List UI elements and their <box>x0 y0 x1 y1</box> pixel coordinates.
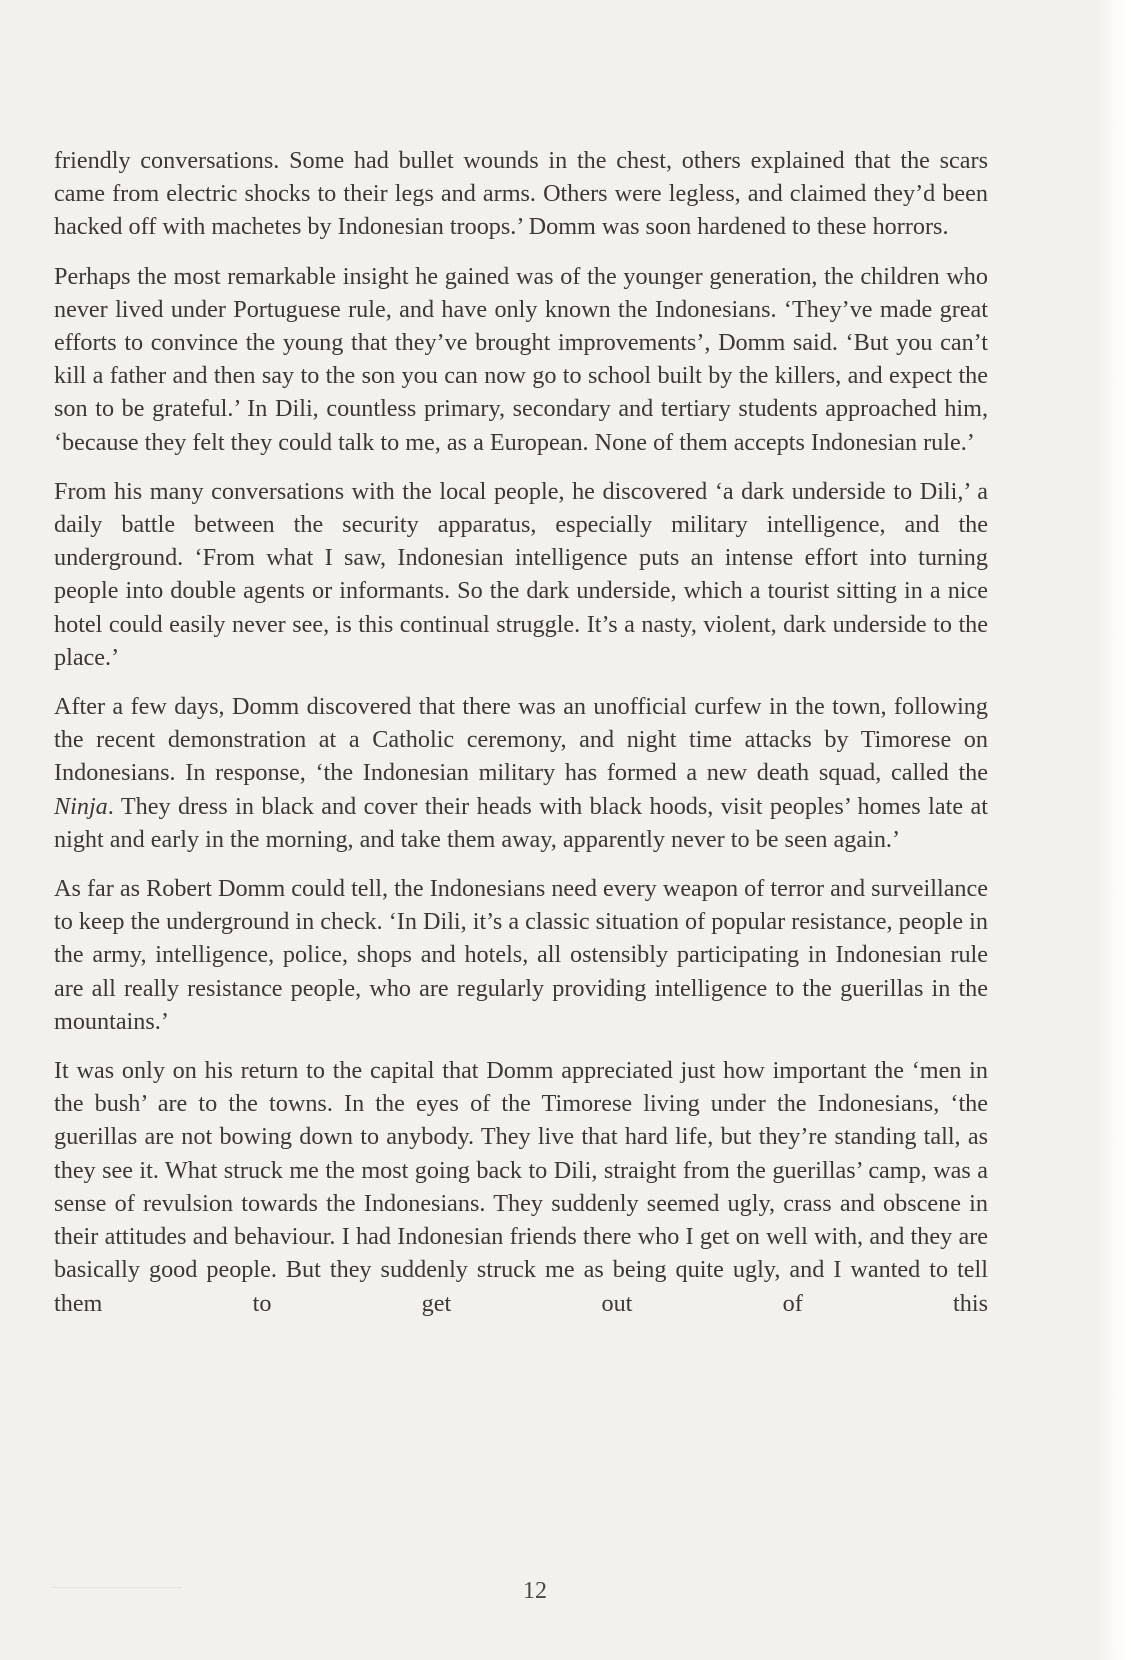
paragraph-2: Perhaps the most remarkable insight he gained was of the younger generation, the children who never lived under Portuguese rule, and have only known the Indonesians. ‘They’ve made great efforts to convince the young that they’ve brought improvements’, Domm said. ‘But you can’t kill a father and then say to the son you can now go to school built by the killers, and expect the son to be grateful.’ In Dili, countless primary, secondary and tertiary students approached him, ‘because they felt they could talk to me, as a European. None of them accepts Indonesian rule.’ <box>54 262 988 456</box>
paragraph-6: It was only on his return to the capital that Domm appreciated just how important the ‘men in the bush’ are to the towns. In the eyes of the Timorese living under the Indonesians, ‘the guerillas are not bowing down to anybody. They live that hard life, but they’re standing tall, as they see it. What struck me the most going back to Dili, straight from the guerillas’ camp, was a sense of revulsion towards the Indonesians. They suddenly seemed ugly, crass and obscene in their attitudes and behaviour. I had Indonesian friends there who I get on well with, and they are basically good people. But they suddenly struck me as being quite ugly, and I wanted to tell them to get out of this <box>54 1057 988 1317</box>
paragraph-4: After a few days, Domm discovered that there was an unofficial curfew in the town, following the recent demonstration at a Catholic ceremony, and night time attacks by Timorese on Indonesians. In response, ‘the Indonesian military has formed a new death squad, called the Ninja. They dress in black and cover their heads with black hoods, visit peoples’ homes late at night and early in the morning, and take them away, apparently never to be seen again.’ <box>54 693 988 853</box>
italic-term: Ninja <box>54 792 108 820</box>
page-edge-shadow <box>1097 0 1131 1660</box>
paragraph-1: friendly conversations. Some had bullet wounds in the chest, others explained that the scars came from electric shocks to their legs and arms. Others were legless, and claimed they’d been hacked off with machetes by Indonesian troops.’ Domm was soon hardened to these horrors. <box>54 147 988 241</box>
paragraph-3: From his many conversations with the local people, he discovered ‘a dark underside to Dili,’ a daily battle between the security apparatus, especially military intelligence, and the underground. ‘From what I saw, Indonesian intelligence puts an intense effort into turning people into double agents or informants. So the dark underside, which a tourist sitting in a nice hotel could easily never see, is this continual struggle. It’s a nasty, violent, dark underside to the place.’ <box>54 477 988 671</box>
paragraph-5: As far as Robert Domm could tell, the Indonesians need every weapon of terror and surveillance to keep the underground in check. ‘In Dili, it’s a classic situation of popular resistance, people in the army, intelligence, police, shops and hotels, all ostensibly participating in Indonesian rule are all really resistance people, who are regularly providing intelligence to the guerillas in the mountains.’ <box>54 875 988 1035</box>
body-text <box>54 144 988 1336</box>
page-number: 12 <box>523 1578 547 1604</box>
